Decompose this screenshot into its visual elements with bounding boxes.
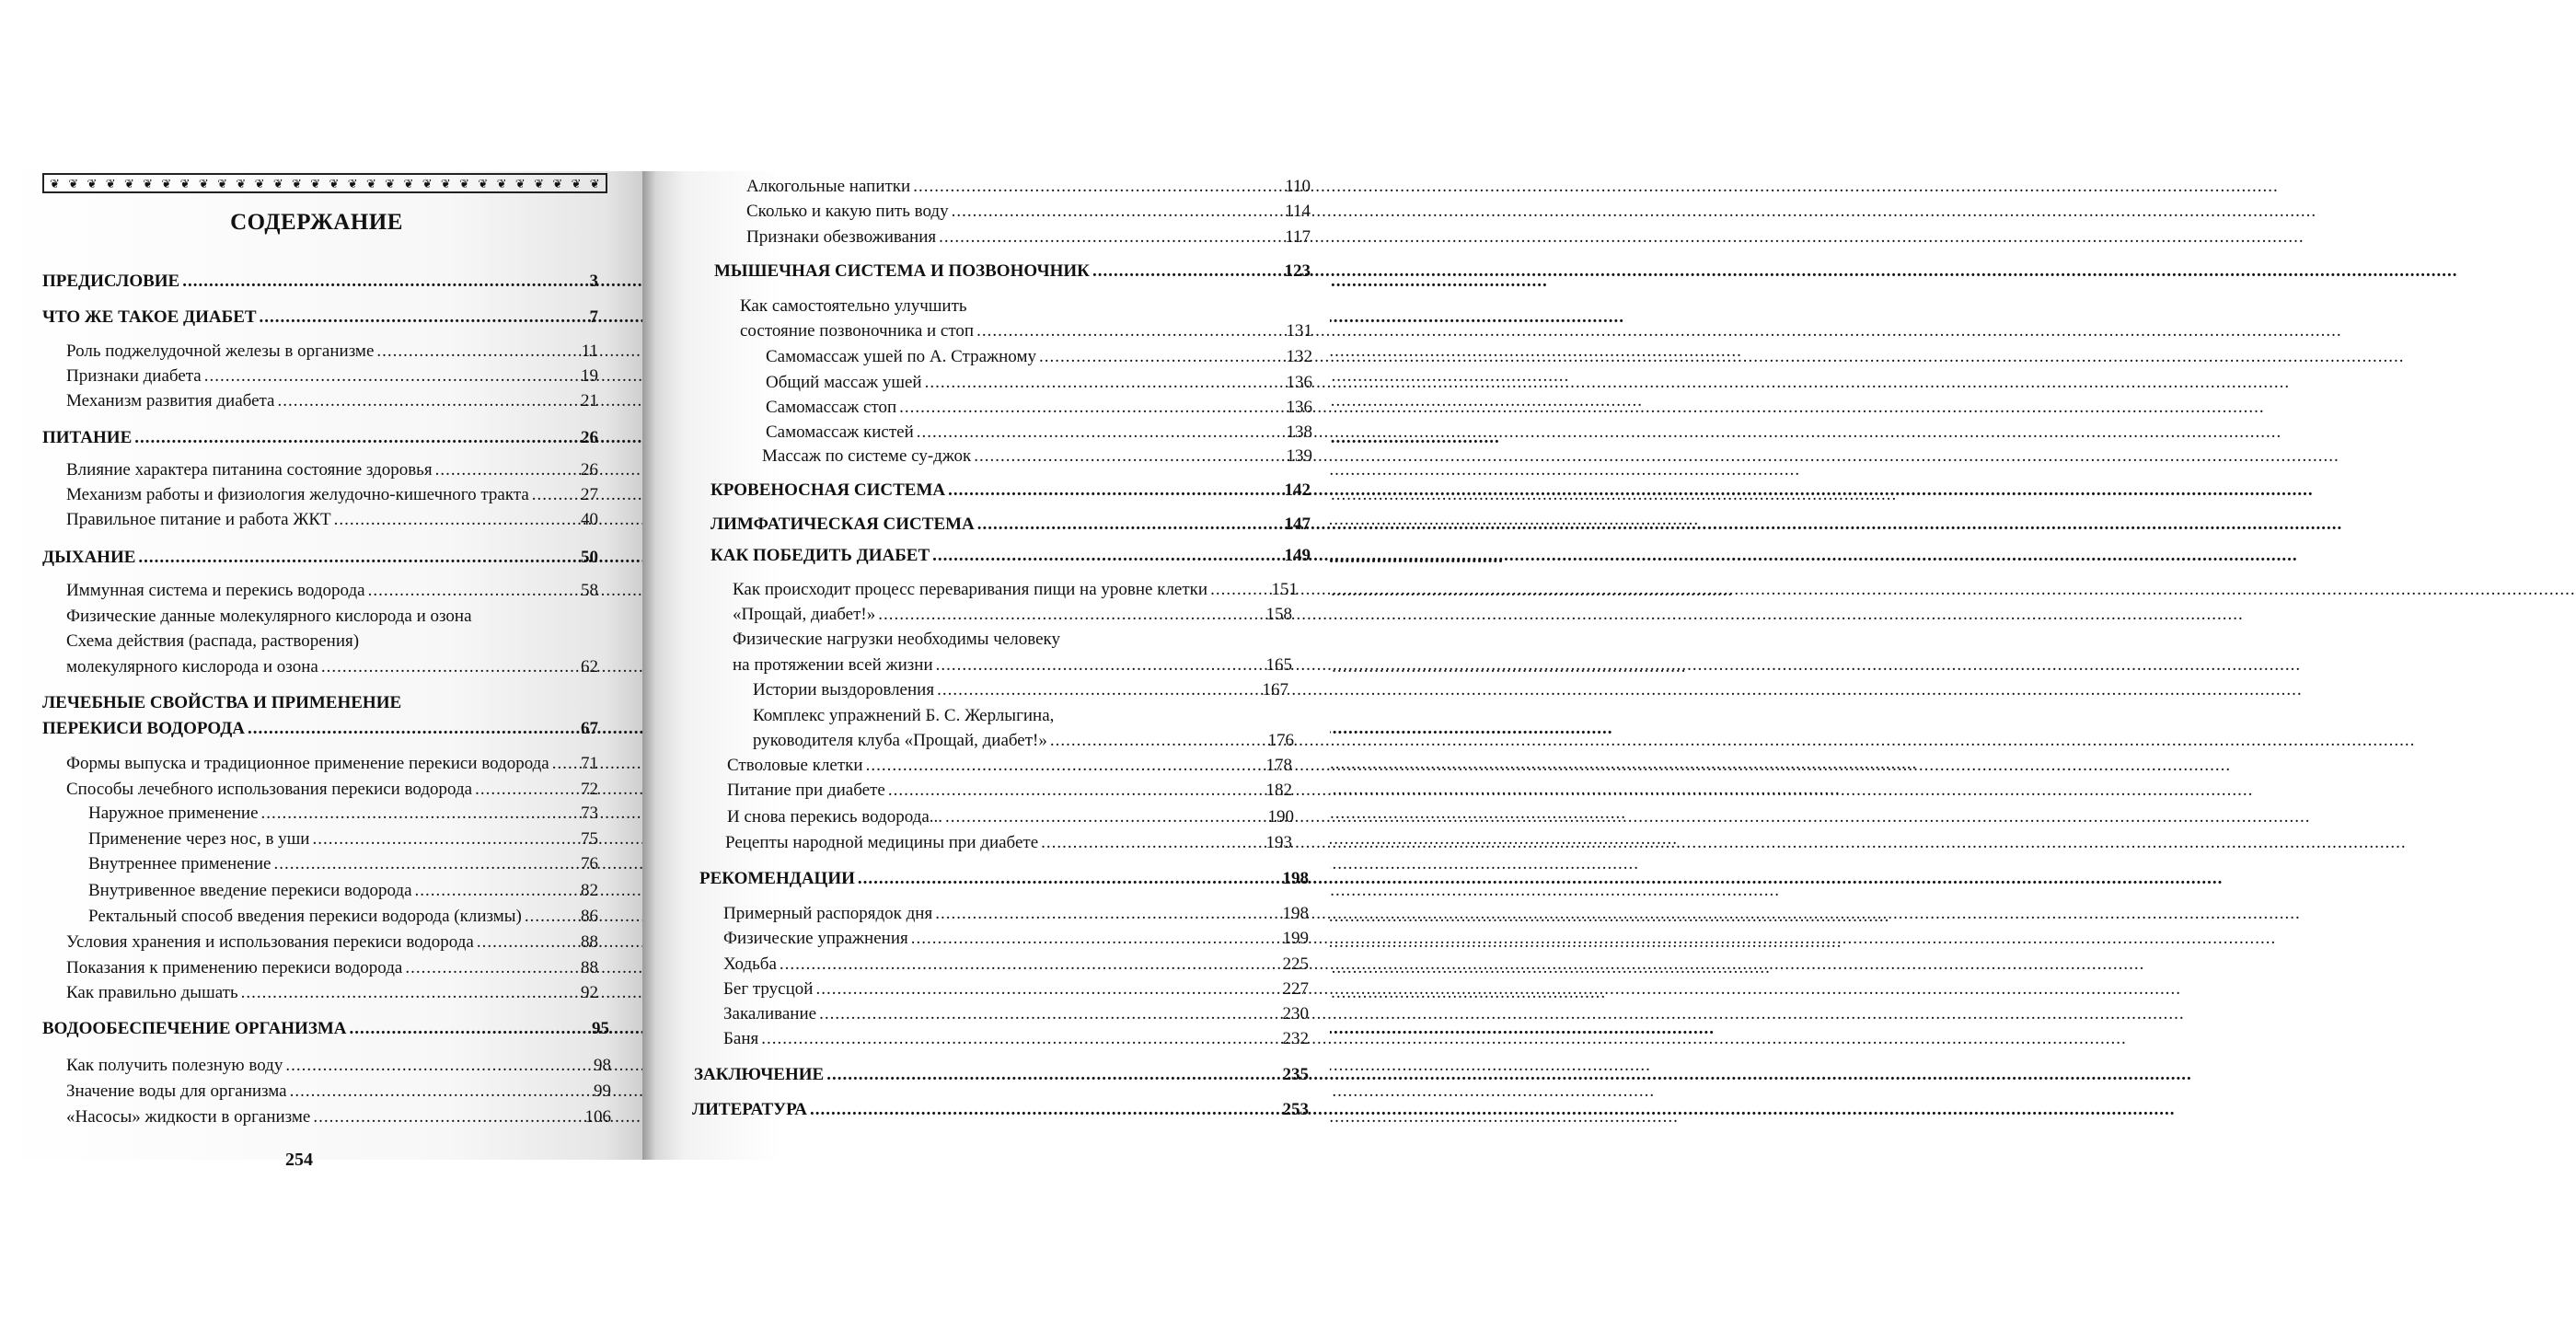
- toc-entry-title: Значение воды для организма: [66, 1081, 287, 1101]
- ornament-leaf-icon: ❦: [198, 176, 209, 191]
- toc-page-number: 131: [1286, 321, 1312, 341]
- toc-entry-title: КРОВЕНОСНАЯ СИСТЕМА: [710, 480, 946, 500]
- toc-entry-title: «Насосы» жидкости в организме: [66, 1107, 311, 1127]
- leader-dots: [952, 201, 1283, 223]
- toc-section-entry: [42, 427, 598, 449]
- ornament-leaf-icon: ❦: [310, 176, 321, 191]
- toc-entry: [766, 397, 1312, 419]
- ornament-leaf-icon: ❦: [514, 176, 526, 191]
- leader-dots: [204, 365, 578, 387]
- toc-page-number: 99: [594, 1081, 611, 1101]
- toc-section-entry: [710, 514, 1311, 536]
- toc-page-number: 72: [581, 780, 598, 799]
- leader-dots: [935, 903, 1279, 925]
- page-number: 254: [285, 1150, 313, 1170]
- toc-entry: [746, 226, 1311, 249]
- toc-entry-title: ДЫХАНИЕ: [42, 548, 136, 567]
- toc-page-number: 165: [1265, 655, 1292, 675]
- leader-dots: [780, 954, 1280, 976]
- toc-entry-title: Стволовые клетки: [727, 756, 863, 775]
- toc-entry: [88, 906, 598, 928]
- toc-page-number: 142: [1284, 480, 1311, 500]
- ornament-leaf-icon: ❦: [292, 176, 302, 191]
- toc-page-number: 147: [1284, 515, 1311, 534]
- leader-dots: [321, 656, 578, 678]
- toc-page-number: 114: [1285, 202, 1311, 221]
- leader-dots: [313, 1106, 582, 1128]
- leader-dots: [826, 1064, 1279, 1086]
- ornament-leaf-icon: ❦: [272, 176, 283, 191]
- toc-page-number: 106: [584, 1107, 611, 1127]
- leader-dots: [1210, 579, 1268, 601]
- toc-page-number: 138: [1286, 422, 1312, 442]
- toc-entry-title: ПЕРЕКИСИ ВОДОРОДА: [42, 719, 246, 738]
- leader-dots: [260, 306, 587, 329]
- toc-page-number: 40: [581, 510, 598, 529]
- toc-page-number: 82: [581, 881, 598, 900]
- toc-page-number: 62: [581, 657, 598, 677]
- leader-dots: [858, 868, 1280, 890]
- toc-entry: [66, 779, 598, 801]
- leader-dots: [475, 779, 578, 801]
- toc-section-entry: [710, 480, 1311, 502]
- toc-page-number: 58: [581, 581, 598, 600]
- toc-section-entry: [710, 545, 1311, 567]
- toc-page-number: 136: [1286, 373, 1312, 392]
- toc-entry-title: молекулярного кислорода и озона: [66, 657, 318, 677]
- toc-entry-title: Физические упражнения: [723, 929, 908, 948]
- toc-heading: СОДЕРЖАНИЕ: [230, 210, 403, 235]
- ornament-leaf-icon: ❦: [403, 176, 414, 191]
- toc-entry-title: КАК ПОБЕДИТЬ ДИАБЕТ: [710, 546, 930, 565]
- toc-entry-title: ЛИТЕРАТУРА: [692, 1100, 808, 1119]
- toc-entry: [766, 346, 1312, 368]
- toc-entry: [88, 828, 598, 850]
- toc-entry: [753, 730, 1294, 752]
- toc-page-number: 11: [581, 341, 598, 361]
- left-page: [0, 171, 642, 1170]
- ornament-leaf-icon: ❦: [534, 176, 544, 191]
- toc-entry: [723, 954, 1309, 976]
- toc-entry-title: Формы выпуска и традиционное применение перекиси водорода: [66, 754, 549, 773]
- toc-entry-title: «Прощай, диабет!»: [733, 605, 876, 624]
- toc-entry-title: Рецепты народной медицины при диабете: [725, 833, 1039, 852]
- toc-entry-title: Питание при диабете: [727, 781, 885, 800]
- leader-dots: [917, 422, 1284, 444]
- toc-entry-title: И снова перекись водорода...: [727, 807, 943, 827]
- ornament-leaf-icon: ❦: [365, 176, 376, 191]
- toc-entry-title: Алкогольные напитки: [746, 177, 911, 196]
- leader-dots: [761, 1028, 1279, 1050]
- leader-dots: [819, 1003, 1279, 1025]
- toc-page-number: 198: [1282, 869, 1309, 888]
- leader-dots: [925, 372, 1284, 394]
- toc-entry-title: РЕКОМЕНДАЦИИ: [699, 869, 855, 888]
- leader-dots: [1041, 832, 1263, 854]
- toc-entry: [88, 880, 598, 902]
- toc-entry: [723, 928, 1309, 950]
- ornament-leaf-icon: ❦: [459, 176, 470, 191]
- toc-entry: [66, 365, 598, 387]
- toc-entry-title-line: Комплекс упражнений Б. С. Жерлыгина,: [753, 706, 1055, 725]
- ornament-leaf-icon: ❦: [589, 176, 600, 191]
- toc-entry-title: Сколько и какую пить воду: [746, 202, 949, 221]
- leader-dots: [937, 679, 1259, 701]
- toc-entry-title: МЫШЕЧНАЯ СИСТЕМА И ПОЗВОНОЧНИК: [714, 261, 1090, 281]
- toc-entry-title-line: Физические данные молекулярного кислорода и озона: [66, 607, 472, 626]
- toc-entry: [723, 1003, 1309, 1025]
- leader-dots: [285, 1055, 591, 1077]
- toc-page-number: 26: [581, 460, 598, 480]
- ornament-leaf-icon: ❦: [347, 176, 358, 191]
- toc-section-entry: [42, 718, 598, 740]
- leader-dots: [936, 654, 1264, 677]
- toc-entry: [66, 1055, 611, 1077]
- toc-entry-title: Механизм развития диабета: [66, 391, 275, 411]
- leader-dots: [866, 755, 1264, 777]
- right-page: [642, 171, 1330, 1160]
- toc-entry-title: Примерный распорядок дня: [723, 904, 933, 923]
- toc-entry: [727, 780, 1292, 802]
- leader-dots: [368, 580, 578, 602]
- toc-entry-title: Как происходит процесс переваривания пищи на уровне клетки: [733, 580, 1208, 599]
- toc-entry-title: Самомассаж стоп: [766, 398, 897, 417]
- leader-dots: [1050, 730, 1265, 752]
- toc-entry-title: Истории выздоровления: [753, 680, 935, 700]
- book-spread: [0, 171, 1330, 1170]
- toc-page-number: 198: [1282, 904, 1309, 923]
- leader-dots: [888, 780, 1264, 802]
- toc-entry-title: Наружное применение: [88, 804, 259, 823]
- toc-page-number: 76: [581, 854, 598, 873]
- toc-entry-title: Ректальный способ введения перекиси водорода (клизмы): [88, 907, 522, 926]
- leader-dots: [350, 1018, 589, 1040]
- toc-entry-title: ЗАКЛЮЧЕНИЕ: [694, 1065, 825, 1084]
- toc-page-number: 26: [581, 428, 598, 447]
- toc-entry-title: состояние позвоночника и стоп: [740, 321, 975, 341]
- toc-page-number: 167: [1262, 680, 1288, 700]
- ornament-leaf-icon: ❦: [478, 176, 489, 191]
- toc-page-number: 3: [589, 272, 598, 291]
- toc-entry-title: Внутреннее применение: [88, 854, 271, 873]
- ornament-leaf-icon: ❦: [236, 176, 247, 191]
- ornament-leaf-icon: ❦: [50, 176, 60, 191]
- toc-entry-title: Признаки диабета: [66, 366, 202, 386]
- toc-section-title-line: ЛЕЧЕБНЫЕ СВОЙСТВА И ПРИМЕНЕНИЕ: [42, 693, 402, 712]
- leader-dots: [899, 397, 1283, 419]
- toc-entry-title: Бег трусцой: [723, 979, 814, 999]
- leader-dots: [261, 803, 578, 825]
- toc-entry-title: Признаки обезвоживания: [746, 227, 937, 247]
- ornament-leaf-icon: ❦: [422, 176, 433, 191]
- toc-entry-title: Ходьба: [723, 954, 777, 974]
- toc-entry: [88, 853, 598, 875]
- toc-page-number: 230: [1282, 1004, 1309, 1024]
- toc-entry: [66, 982, 598, 1004]
- ornament-leaf-icon: ❦: [143, 176, 154, 191]
- leader-dots: [290, 1081, 591, 1103]
- toc-section-entry: [42, 547, 598, 569]
- toc-entry: [66, 957, 598, 979]
- ornament-leaf-icon: ❦: [105, 176, 116, 191]
- toc-entry: [746, 201, 1311, 223]
- toc-page-number: 149: [1284, 546, 1311, 565]
- ornament-leaf-icon: ❦: [496, 176, 507, 191]
- leader-dots: [913, 176, 1282, 198]
- leader-dots: [525, 906, 578, 928]
- toc-entry: [66, 580, 598, 602]
- leader-dots: [134, 427, 578, 449]
- toc-page-number: 19: [581, 366, 598, 386]
- toc-page-number: 182: [1265, 781, 1292, 800]
- toc-page-number: 117: [1285, 227, 1311, 247]
- leader-dots: [815, 978, 1279, 1000]
- ornament-leaf-icon: ❦: [123, 176, 134, 191]
- toc-page-number: 73: [581, 804, 598, 823]
- toc-page-number: 132: [1286, 347, 1312, 366]
- toc-entry-title: Как получить полезную воду: [66, 1056, 283, 1075]
- leader-dots: [312, 828, 578, 850]
- toc-entry: [762, 445, 1312, 468]
- leader-dots: [976, 320, 1283, 342]
- ornament-border: [42, 173, 607, 193]
- toc-entry-title-line: Как самостоятельно улучшить: [740, 296, 967, 316]
- toc-page-number: 151: [1271, 580, 1298, 599]
- toc-section-entry: [42, 1018, 609, 1040]
- leader-dots: [415, 880, 578, 902]
- ornament-leaf-icon: ❦: [329, 176, 340, 191]
- ornament-leaf-icon: ❦: [254, 176, 265, 191]
- toc-page-number: 190: [1267, 807, 1294, 827]
- toc-entry-title: Показания к применению перекиси водорода: [66, 958, 403, 977]
- toc-page-number: 7: [589, 307, 598, 327]
- toc-page-number: 199: [1282, 929, 1309, 948]
- leader-dots: [948, 480, 1281, 502]
- toc-entry: [66, 931, 598, 954]
- leader-dots: [932, 545, 1281, 567]
- toc-entry: [66, 459, 598, 481]
- leader-dots: [1092, 260, 1282, 283]
- toc-entry: [88, 803, 598, 825]
- ornament-leaf-icon: ❦: [440, 176, 451, 191]
- toc-entry: [66, 390, 598, 412]
- toc-entry: [66, 484, 598, 506]
- toc-entry: [66, 1081, 611, 1103]
- leader-dots: [878, 604, 1263, 626]
- toc-entry: [733, 654, 1292, 677]
- toc-section-entry: [714, 260, 1311, 283]
- leader-dots: [435, 459, 578, 481]
- leader-dots: [939, 226, 1282, 249]
- leader-dots: [552, 753, 578, 775]
- toc-section-entry: [42, 306, 598, 329]
- toc-entry: [66, 656, 598, 678]
- leader-dots: [241, 982, 578, 1004]
- toc-page-number: 95: [592, 1019, 609, 1038]
- leader-dots: [405, 957, 578, 979]
- toc-entry: [753, 679, 1288, 701]
- toc-entry: [727, 806, 1294, 828]
- leader-dots: [334, 509, 578, 531]
- ornament-leaf-icon: ❦: [571, 176, 582, 191]
- toc-entry-title: на протяжении всей жизни: [733, 655, 933, 675]
- leader-dots: [911, 928, 1280, 950]
- toc-entry-title: ПИТАНИЕ: [42, 428, 133, 447]
- toc-entry: [66, 753, 598, 775]
- toc-entry-title: ЧТО ЖЕ ТАКОЕ ДИАБЕТ: [42, 307, 257, 327]
- toc-page-number: 136: [1286, 398, 1312, 417]
- toc-entry-title: Общий массаж ушей: [766, 373, 922, 392]
- toc-page-number: 225: [1282, 954, 1309, 974]
- toc-entry: [746, 176, 1311, 198]
- ornament-leaf-icon: ❦: [552, 176, 563, 191]
- toc-entry-title: Правильное питание и работа ЖКТ: [66, 510, 331, 529]
- toc-entry-title: Закаливание: [723, 1004, 817, 1024]
- toc-entry-title-line: Физические нагрузки необходимы человеку: [733, 630, 1060, 649]
- toc-entry-title: Механизм работы и физиология желудочно-кишечного тракта: [66, 485, 529, 504]
- ornament-leaf-icon: ❦: [385, 176, 396, 191]
- toc-entry-title: Роль поджелудочной железы в организме: [66, 341, 375, 361]
- toc-entry: [66, 1106, 611, 1128]
- toc-section-entry: [692, 1099, 1309, 1121]
- toc-page-number: 67: [581, 719, 598, 738]
- toc-entry-title: Иммунная система и перекись водорода: [66, 581, 365, 600]
- toc-entry-title: Внутривенное введение перекиси водорода: [88, 881, 412, 900]
- ornament-leaf-icon: ❦: [161, 176, 172, 191]
- toc-page-number: 232: [1282, 1029, 1309, 1048]
- toc-page-number: 98: [594, 1056, 611, 1075]
- leader-dots: [477, 931, 578, 954]
- toc-entry: [725, 832, 1292, 854]
- toc-entry: [733, 604, 1292, 626]
- toc-page-number: 193: [1265, 833, 1292, 852]
- toc-entry: [727, 755, 1292, 777]
- toc-page-number: 158: [1265, 605, 1292, 624]
- leader-dots: [977, 514, 1282, 536]
- toc-page-number: 139: [1286, 446, 1312, 466]
- toc-entry-title: Массаж по системе су-джок: [762, 446, 972, 466]
- toc-section-entry: [694, 1064, 1309, 1086]
- toc-entry: [733, 579, 1298, 601]
- leader-dots: [277, 390, 578, 412]
- toc-section-entry: [699, 868, 1309, 890]
- toc-entry-title: Влияние характера питанина состояние здоровья: [66, 460, 433, 480]
- leader-dots: [945, 806, 1265, 828]
- toc-entry: [66, 509, 598, 531]
- leader-dots: [182, 271, 586, 293]
- leader-dots: [810, 1099, 1279, 1121]
- toc-page-number: 253: [1282, 1100, 1309, 1119]
- toc-entry-title: Как правильно дышать: [66, 983, 238, 1002]
- leader-dots: [532, 484, 578, 506]
- toc-page-number: 50: [581, 548, 598, 567]
- toc-page-number: 75: [581, 829, 598, 849]
- toc-entry: [723, 903, 1309, 925]
- leader-dots: [248, 718, 578, 740]
- ornament-leaf-icon: ❦: [68, 176, 79, 191]
- toc-entry-title: Баня: [723, 1029, 759, 1048]
- toc-entry-title: Способы лечебного использования перекиси водорода: [66, 780, 473, 799]
- toc-page-number: 178: [1265, 756, 1292, 775]
- toc-page-number: 235: [1282, 1065, 1309, 1084]
- toc-entry: [723, 1028, 1309, 1050]
- toc-entry: [723, 978, 1309, 1000]
- toc-page-number: 27: [581, 485, 598, 504]
- toc-page-number: 92: [581, 983, 598, 1002]
- toc-page-number: 123: [1284, 261, 1311, 281]
- toc-entry-title: ВОДООБЕСПЕЧЕНИЕ ОРГАНИЗМА: [42, 1019, 347, 1038]
- toc-entry-title: ЛИМФАТИЧЕСКАЯ СИСТЕМА: [710, 515, 975, 534]
- toc-entry: [766, 372, 1312, 394]
- toc-page-number: 227: [1282, 979, 1309, 999]
- toc-entry: [740, 320, 1312, 342]
- leader-dots: [974, 445, 1283, 468]
- toc-page-number: 88: [581, 958, 598, 977]
- toc-entry-title: ПРЕДИСЛОВИЕ: [42, 272, 180, 291]
- toc-entry-title-line: Схема действия (распада, растворения): [66, 631, 360, 651]
- toc-entry: [66, 341, 598, 363]
- toc-page-number: 21: [581, 391, 598, 411]
- leader-dots: [138, 547, 578, 569]
- ornament-leaf-icon: ❦: [179, 176, 191, 191]
- toc-page-number: 110: [1285, 177, 1311, 196]
- toc-entry-title: Самомассаж ушей по А. Стражному: [766, 347, 1036, 366]
- toc-entry-title: руководителя клуба «Прощай, диабет!»: [753, 731, 1047, 750]
- toc-entry: [766, 422, 1312, 444]
- toc-entry-title: Условия хранения и использования перекиси водорода: [66, 932, 474, 952]
- ornament-leaf-icon: ❦: [217, 176, 228, 191]
- leader-dots: [1039, 346, 1284, 368]
- ornament-leaf-icon: ❦: [87, 176, 98, 191]
- toc-entry-title: Самомассаж кистей: [766, 422, 914, 442]
- leader-dots: [273, 853, 578, 875]
- toc-page-number: 88: [581, 932, 598, 952]
- toc-page-number: 86: [581, 907, 598, 926]
- toc-page-number: 176: [1267, 731, 1294, 750]
- leader-dots: [376, 341, 578, 363]
- toc-entry-title: Применение через нос, в уши: [88, 829, 310, 849]
- toc-page-number: 71: [581, 754, 598, 773]
- toc-section-entry: [42, 271, 598, 293]
